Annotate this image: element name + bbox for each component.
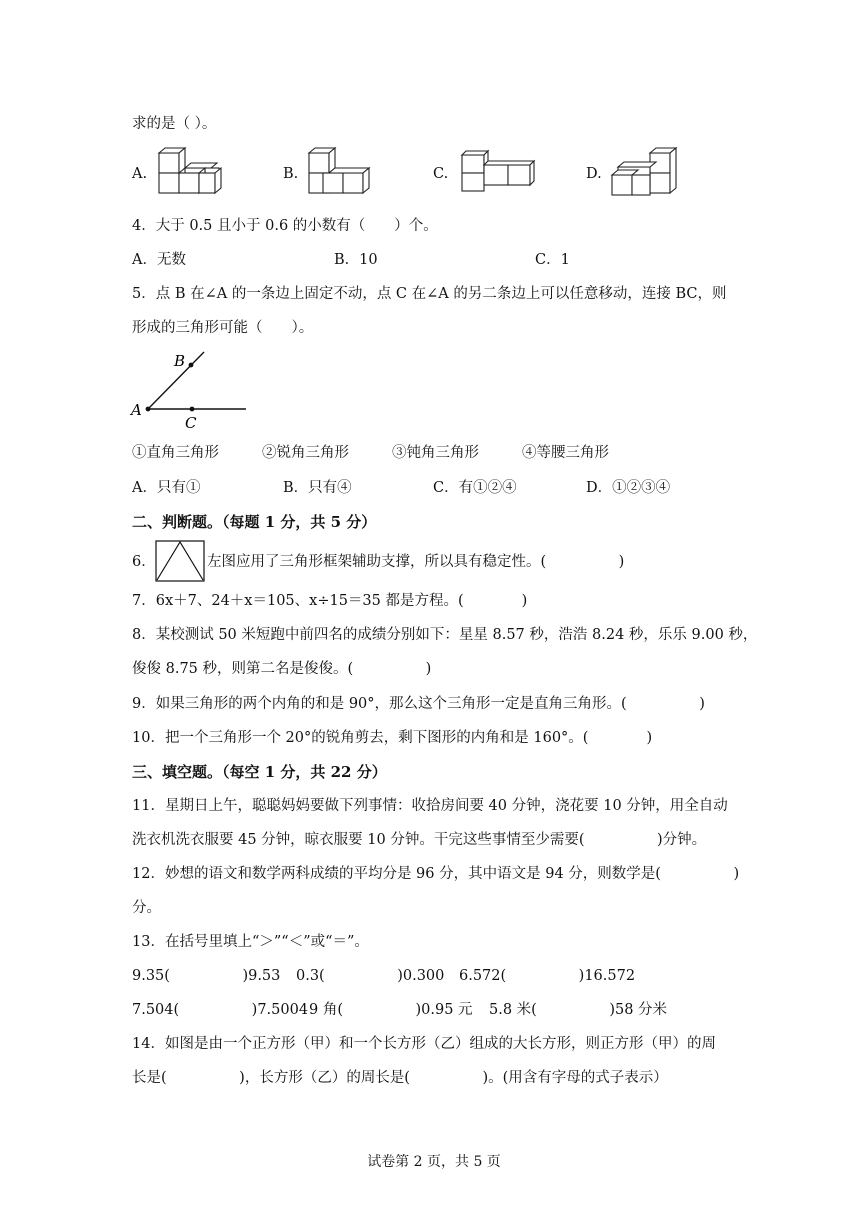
q8-line2: 俊俊 8.75 秒，则第二名是俊俊。( ) <box>132 661 432 677</box>
q5-label-a: A <box>131 401 142 419</box>
q4-stem: 4．大于 0.5 且小于 0.6 的小数有（ ）个。 <box>132 218 438 234</box>
q4-option-a: A．无数 <box>132 252 186 268</box>
q3-option-b-label: B. <box>283 166 299 182</box>
q3-option-c-figure <box>456 147 536 195</box>
q13-item-3: 6.572( )16.572 <box>459 968 636 984</box>
q5-option-b: B．只有④ <box>283 480 352 496</box>
q5-choice-2: ②锐角三角形 <box>262 445 349 461</box>
q5-angle-figure <box>128 348 253 432</box>
q13-item-5: 9 角( )0.95 元 <box>309 1002 473 1018</box>
q13-item-4: 7.504( )7.5004 <box>132 1002 309 1018</box>
q5-label-b: B <box>174 352 186 370</box>
q12-line1: 12．妙想的语文和数学两科成绩的平均分是 96 分，其中语文是 94 分，则数学是( ) <box>132 866 740 882</box>
q4-option-b: B．10 <box>334 252 378 268</box>
q10: 10．把一个三角形一个 20°的锐角剪去，剩下图形的内角和是 160°。( ) <box>132 730 653 746</box>
q13-item-6: 5.8 米( )58 分米 <box>489 1002 668 1018</box>
q3-option-a-label: A. <box>132 166 148 182</box>
page-footer: 试卷第 2 页，共 5 页 <box>367 1154 501 1170</box>
q5-option-d: D．①②③④ <box>586 480 671 496</box>
section2-title: 二、判断题。（每题 1 分，共 5 分） <box>132 513 377 531</box>
q5-choice-4: ④等腰三角形 <box>522 445 609 461</box>
q11-line1: 11．星期日上午，聪聪妈妈要做下列事情：收拾房间要 40 分钟，浇花要 10 分钟，用全自动 <box>132 798 728 814</box>
q5-option-c: C．有①②④ <box>433 480 517 496</box>
q3-option-d-label: D. <box>586 166 602 182</box>
q5-stem-line2: 形成的三角形可能（ ）。 <box>132 320 314 336</box>
q5-option-a: A．只有① <box>132 480 201 496</box>
q3-stem-tail: 求的是（ ）。 <box>132 116 217 132</box>
q13-item-1: 9.35( )9.53 <box>132 968 281 984</box>
q6-text: 左图应用了三角形框架辅助支撑，所以具有稳定性。( ) <box>207 554 625 570</box>
q11-line2: 洗衣机洗衣服要 45 分钟，晾衣服要 10 分钟。干完这些事情至少需要( )分钟。 <box>132 832 707 848</box>
q5-label-c: C <box>185 414 197 432</box>
q13-stem: 13．在括号里填上“＞”“＜”或“＝”。 <box>132 934 369 950</box>
q14-line2: 长是( )，长方形（乙）的周长是( )。(用含有字母的式子表示） <box>132 1070 668 1086</box>
q8-line1: 8．某校测试 50 米短跑中前四名的成绩分别如下：星星 8.57 秒，浩浩 8.24 秒，乐乐 9.00 秒， <box>132 627 758 643</box>
q5-choice-3: ③钝角三角形 <box>392 445 479 461</box>
q9: 9．如果三角形的两个内角的和是 90°，那么这个三角形一定是直角三角形。( ) <box>132 696 705 712</box>
q6-number: 6． <box>132 554 156 570</box>
q12-line2: 分。 <box>132 900 161 916</box>
q3-option-d-figure <box>608 145 680 197</box>
q5-choice-1: ①直角三角形 <box>132 445 219 461</box>
section3-title: 三、填空题。（每空 1 分，共 22 分） <box>132 763 387 781</box>
q7: 7．6x＋7、24＋x＝105、x÷15＝35 都是方程。( ) <box>132 593 528 609</box>
q3-option-a-figure <box>155 147 225 195</box>
q6-triangle-frame-figure <box>155 540 205 582</box>
q13-item-2: 0.3( )0.300 <box>296 968 445 984</box>
q3-option-c-label: C. <box>433 166 449 182</box>
q5-stem-line1: 5．点 B 在∠A 的一条边上固定不动，点 C 在∠A 的另二条边上可以任意移动，连接 BC，则 <box>132 286 727 302</box>
q3-option-b-figure <box>305 147 375 195</box>
q14-line1: 14．如图是由一个正方形（甲）和一个长方形（乙）组成的大长方形，则正方形（甲）的周 <box>132 1036 716 1052</box>
q4-option-c: C．1 <box>535 252 570 268</box>
